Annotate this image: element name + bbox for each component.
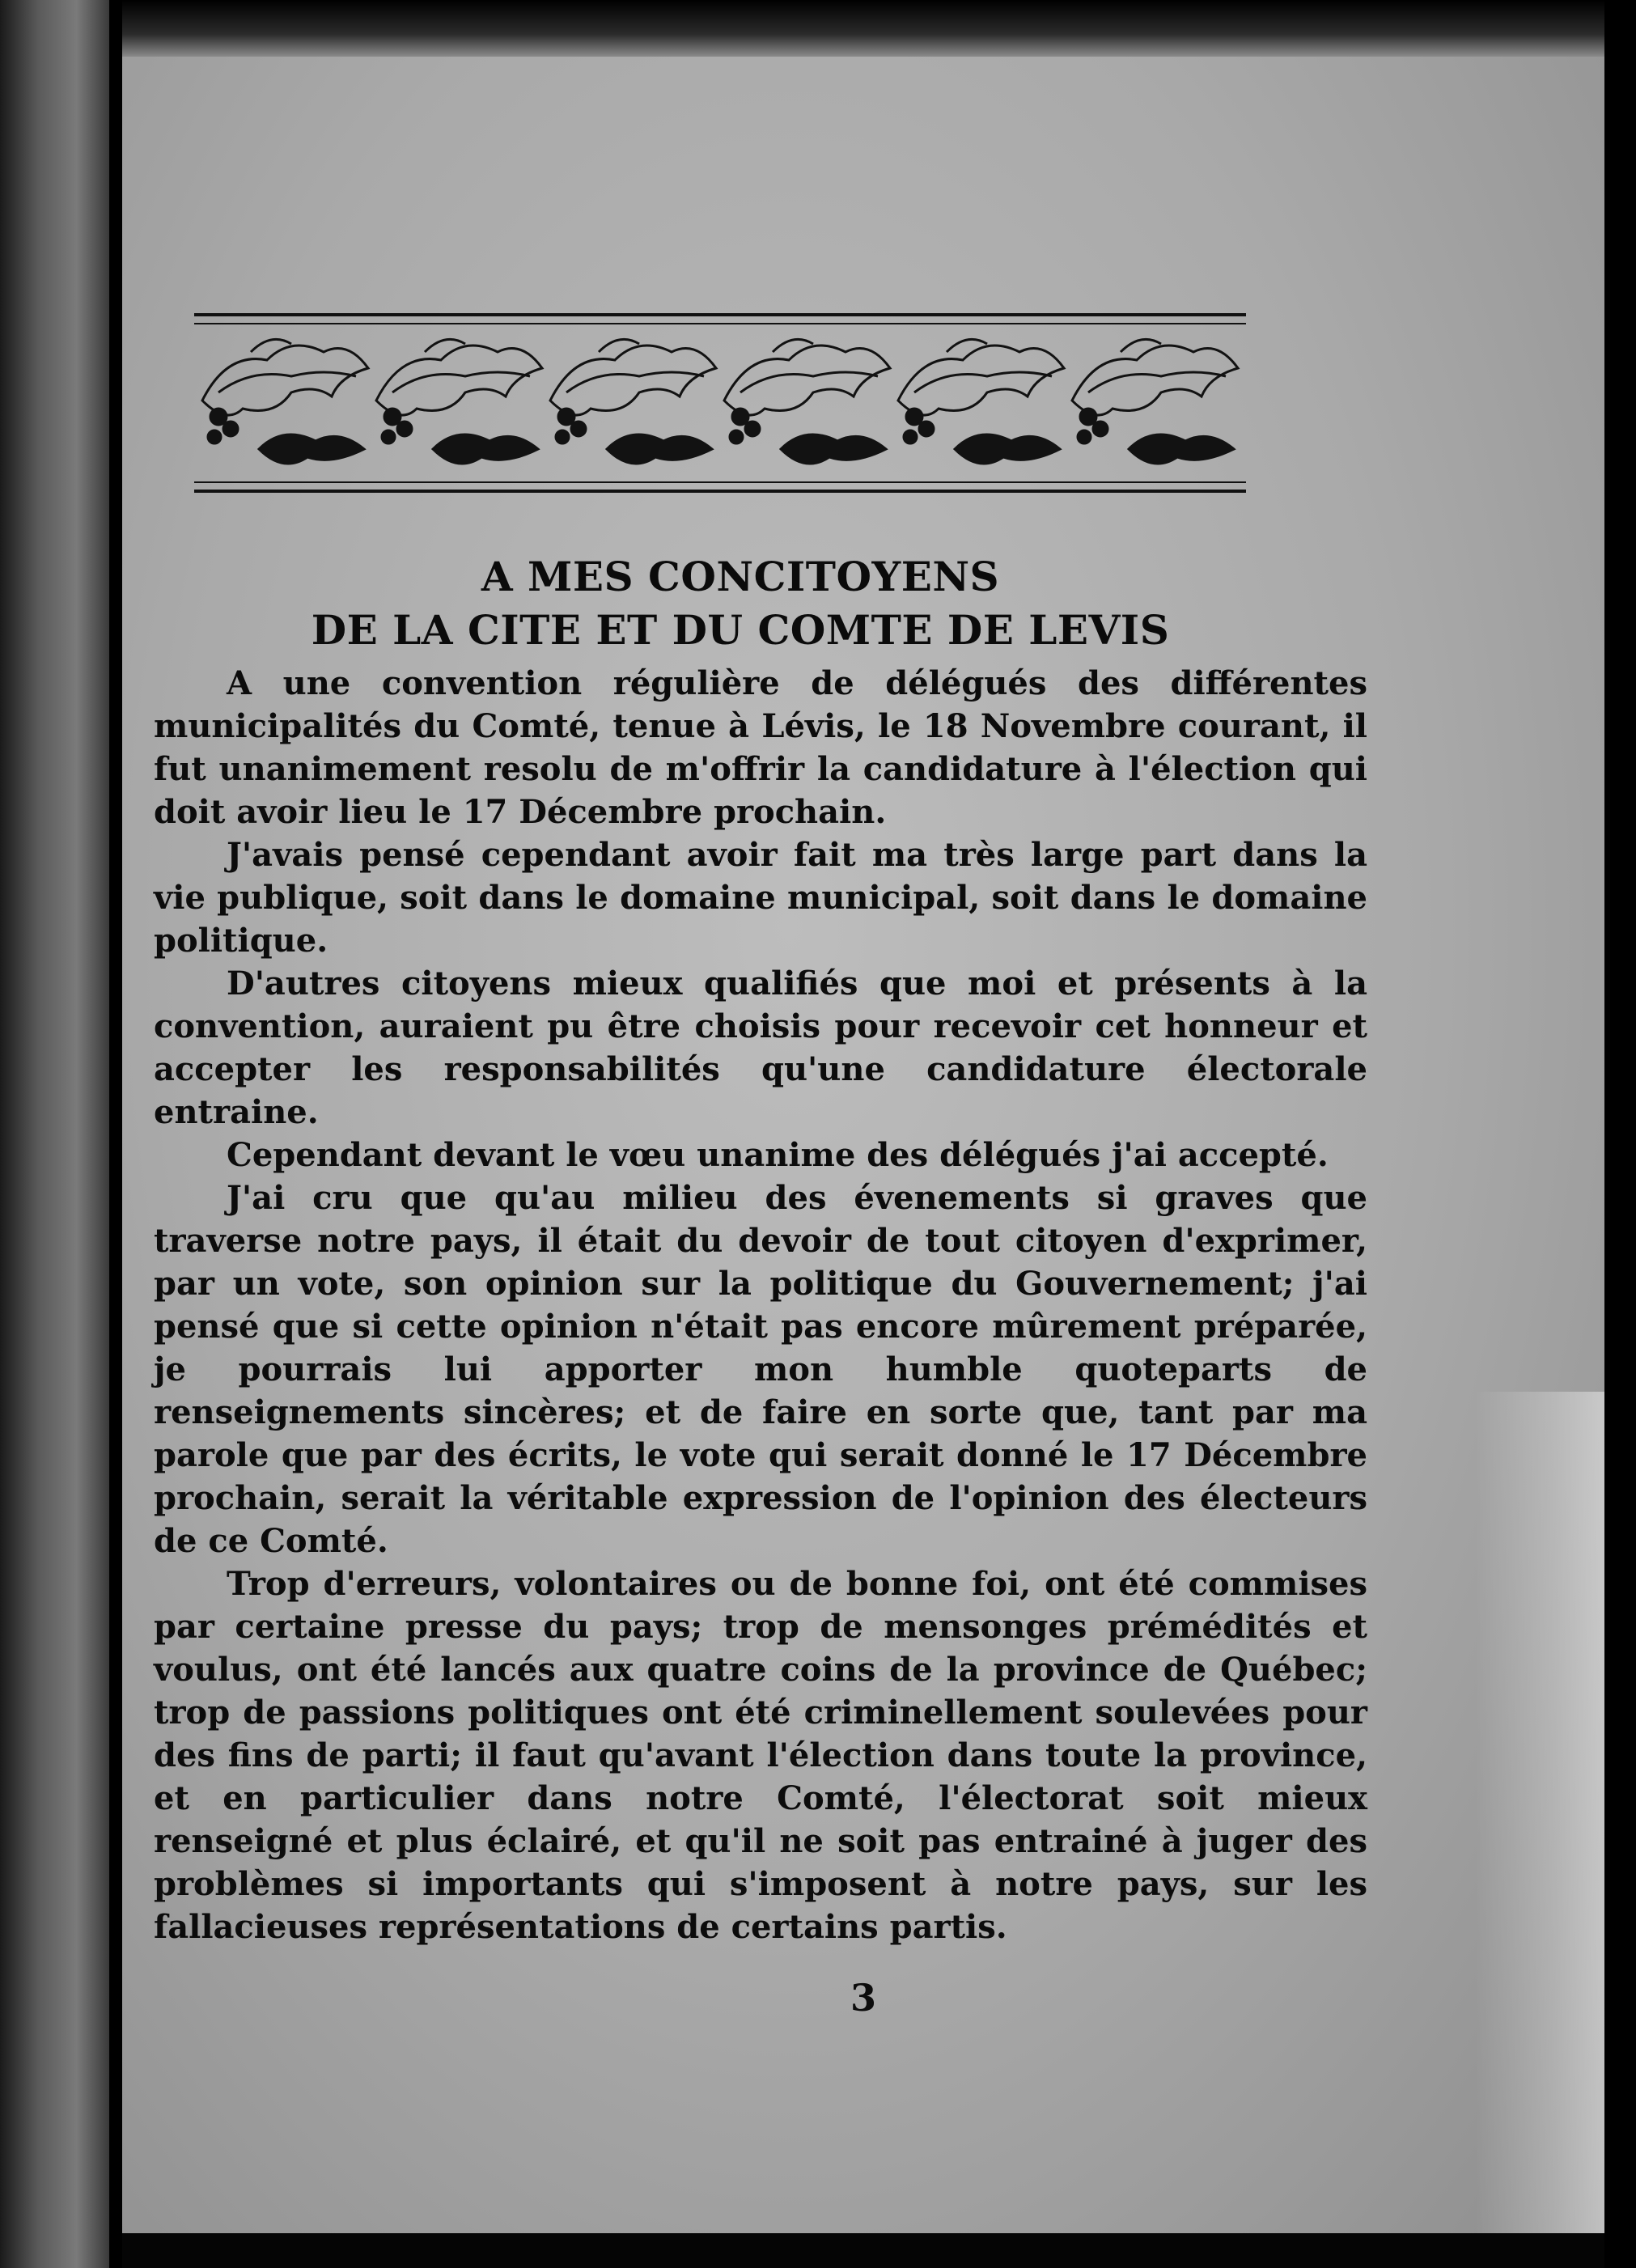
paragraph-2: J'avais pensé cependant avoir fait ma très large part dans la vie publique, soit dans le domaine municipal, soit dans le domaine politique. <box>154 836 1367 960</box>
paragraph-3: D'autres citoyens mieux qualifiés que moi et présents à la convention, auraient pu être choisis pour recevoir cet honneur et accepter les responsabilités qu'une candidature électorale entraine. <box>154 964 1367 1131</box>
body-text <box>154 662 1367 1948</box>
title-line-1: A MES CONCITOYENS <box>481 553 1000 600</box>
paragraph-6: Trop d'erreurs, volontaires ou de bonne foi, ont été commises par certaine presse du pays; trop de mensonges prémédités et voulus, ont été lancés aux quatre coins de la province de Québec; trop de passions politiques ont été criminellement soulevées pour des fins de parti; il faut qu'avant l'élection dans toute la province, et en particulier dans notre Comté, l'électorat soit mieux renseigné et plus éclairé, et qu'il ne soit pas entrainé à juger des problèmes si importants qui s'imposent à notre pays, sur les fallacieuses représentations de certains partis. <box>154 1565 1367 1946</box>
binding-shadow <box>109 0 122 2268</box>
page-glare <box>1475 1392 1604 2233</box>
previous-page-edge <box>0 0 109 2268</box>
paragraph-5: J'ai cru que qu'au milieu des évenements si graves que traverse notre pays, il était du devoir de tout citoyen d'exprimer, par un vote, son opinion sur la politique du Gouvernement; j'ai pensé que si cette opinion n'était pas encore mûrement préparée, je pourrais lui apporter mon humble quoteparts de renseignements sincères; et de faire en sorte que, tant par ma parole que par des écrits, le vote qui serait donné le 17 Décembre prochain, serait la véritable expression de l'opinion des électeurs de ce Comté. <box>154 1179 1367 1560</box>
page-number: 3 <box>850 1976 876 2020</box>
right-scan-edge <box>1604 0 1636 2268</box>
paragraph-1: A une convention régulière de délégués des différentes municipalités du Comté, tenue à Lévis, le 18 Novembre courant, il fut unanimement resolu de m'offrir la candidature à l'élection qui doit avoir lieu le 17 Décembre prochain. <box>154 664 1367 831</box>
title-line-2: DE LA CITE ET DU COMTE DE LEVIS <box>311 606 1170 654</box>
page-title <box>154 550 1327 657</box>
ornamental-header-band <box>194 255 1246 530</box>
paragraph-4: Cependant devant le vœu unanime des délégués j'ai accepté. <box>227 1136 1329 1174</box>
top-scan-edge <box>122 0 1604 57</box>
